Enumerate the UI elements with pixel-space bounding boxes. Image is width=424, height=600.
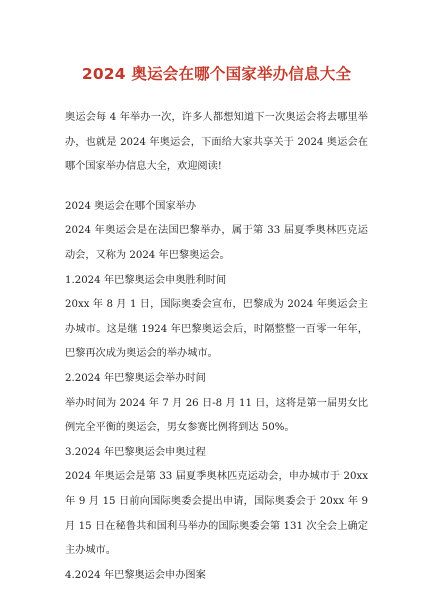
section-body: 举办时间为 2024 年 7 月 26 日-8 月 11 日，这将是第一届男女比例完全平衡的奥运会，男女参赛比例将到达 50%。 [65, 397, 368, 434]
section-body: 2024 年奥运会是在法国巴黎举办，属于第 33 届夏季奥林匹克运动会，又称为 2024 年巴黎奥运会。 [65, 225, 368, 261]
document-title: 2024 奥运会在哪个国家举办信息大全 [81, 65, 352, 83]
section-heading: 4.2024 年巴黎奥运会申办图案 [65, 569, 206, 581]
intro-paragraph: 奥运会每 4 年举办一次，许多人都想知道下一次奥运会将去哪里举办，也就是 2024 年奥运会，下面给大家共享关于 2024 奥运会在哪个国家举办信息大全，欢迎阅读! [65, 112, 368, 173]
section-body: 2024 年奥运会是第 33 届夏季奥林匹克运动会，申办城市于 20xx 年 9 月 15 日前向国际奥委会提出申请，国际奥委会于 20xx 年 9 月 15 日在秘鲁共和国利马举办的国际奥委会第 131 次全会上确定主办城市。 [65, 471, 368, 557]
section-heading: 2024 奥运会在哪个国家举办 [65, 200, 197, 212]
section-heading: 1.2024 年巴黎奥运会申奥胜利时间 [65, 274, 227, 286]
section-body: 20xx 年 8 月 1 日，国际奥委会宣布，巴黎成为 2024 年奥运会主办城市。这是继 1924 年巴黎奥运会后，时隔整整一百零一年年，巴黎再次成为奥运会的举办城市。 [65, 299, 368, 360]
section-heading: 3.2024 年巴黎奥运会申奥过程 [65, 446, 206, 458]
section-heading: 2.2024 年巴黎奥运会举办时间 [65, 372, 206, 384]
